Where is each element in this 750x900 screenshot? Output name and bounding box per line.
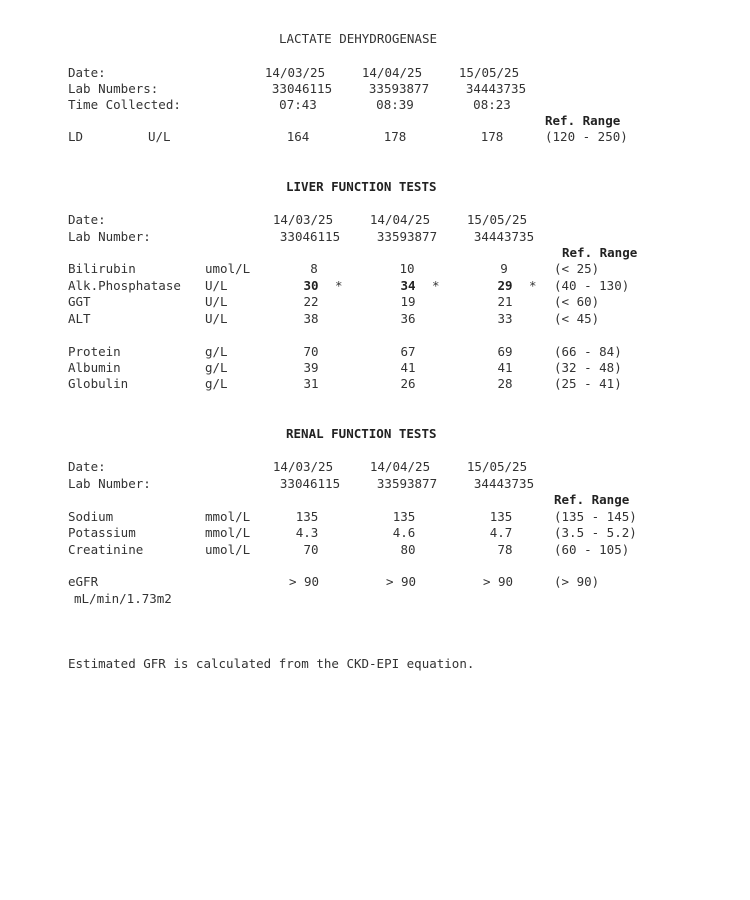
lft-row-value: 39	[303, 360, 319, 375]
ld-ref-header: Ref. Range	[545, 113, 621, 128]
rft-row-unit: umol/L	[205, 542, 251, 557]
rft-lab-3: 34443735	[473, 476, 535, 491]
lft-row-ref: (25 - 41)	[554, 376, 622, 391]
lft-row-value: 36	[400, 311, 416, 326]
lft-row-value: 10	[399, 261, 415, 276]
egfr-value: > 90	[288, 574, 320, 589]
ld-date-label: Date:	[68, 65, 106, 80]
ld-date-2: 14/04/25	[361, 65, 423, 80]
egfr-value: > 90	[385, 574, 417, 589]
lft-row-value: 33	[497, 311, 513, 326]
rft-lab-1: 33046115	[279, 476, 341, 491]
lft-row-value: 26	[400, 376, 416, 391]
lft-date-1: 14/03/25	[272, 212, 334, 227]
lft-row-ref: (< 45)	[554, 311, 600, 326]
ld-test-unit: U/L	[148, 129, 171, 144]
abnormal-flag: *	[432, 278, 440, 293]
lft-row-value-abnormal: 30	[303, 278, 319, 293]
ld-time-1: 07:43	[279, 97, 317, 112]
rft-ref-header: Ref. Range	[554, 492, 630, 507]
rft-row-name: Sodium	[68, 509, 114, 524]
lft-lab-1: 33046115	[279, 229, 341, 244]
lft-row-value: 69	[497, 344, 513, 359]
lft-row-value-abnormal: 29	[497, 278, 513, 293]
lft-row-value: 31	[303, 376, 319, 391]
ld-lab-1: 33046115	[271, 81, 333, 96]
ld-test-name: LD	[68, 129, 84, 144]
lft-row-name: Albumin	[68, 360, 121, 375]
lft-title: LIVER FUNCTION TESTS	[286, 179, 437, 194]
lft-row-value: 21	[497, 294, 513, 309]
egfr-unit: mL/min/1.73m2	[74, 591, 172, 606]
rft-row-unit: mmol/L	[205, 509, 251, 524]
egfr-name: eGFR	[68, 574, 99, 589]
lft-row-name: Globulin	[68, 376, 129, 391]
ld-lab-3: 34443735	[465, 81, 527, 96]
ld-lab-2: 33593877	[368, 81, 430, 96]
lft-lab-label: Lab Number:	[68, 229, 151, 244]
lft-row-value: 22	[303, 294, 319, 309]
rft-row-value: 70	[303, 542, 319, 557]
lft-row-unit: g/L	[205, 376, 228, 391]
rft-row-value: 135	[392, 509, 416, 524]
lft-row-unit: g/L	[205, 360, 228, 375]
rft-row-value: 135	[295, 509, 319, 524]
lft-date-3: 15/05/25	[466, 212, 528, 227]
lft-row-ref: (40 - 130)	[554, 278, 630, 293]
lft-row-name: GGT	[68, 294, 91, 309]
ld-date-3: 15/05/25	[458, 65, 520, 80]
abnormal-flag: *	[529, 278, 537, 293]
lft-row-unit: U/L	[205, 278, 228, 293]
rft-lab-label: Lab Number:	[68, 476, 151, 491]
rft-row-unit: mmol/L	[205, 525, 251, 540]
rft-date-3: 15/05/25	[466, 459, 528, 474]
ld-ref-range: (120 - 250)	[545, 129, 628, 144]
ld-value-1: 164	[286, 129, 310, 144]
ld-time-2: 08:39	[376, 97, 414, 112]
lft-row-value: 28	[497, 376, 513, 391]
lft-row-value: 41	[497, 360, 513, 375]
ld-value-2: 178	[383, 129, 407, 144]
lft-row-value: 38	[303, 311, 319, 326]
lft-date-2: 14/04/25	[369, 212, 431, 227]
footnote: Estimated GFR is calculated from the CKD-EPI equation.	[68, 656, 475, 671]
lft-row-unit: U/L	[205, 311, 228, 326]
rft-lab-2: 33593877	[376, 476, 438, 491]
ld-time-label: Time Collected:	[68, 97, 181, 112]
lft-row-name: Protein	[68, 344, 121, 359]
rft-title: RENAL FUNCTION TESTS	[286, 426, 437, 441]
rft-row-ref: (135 - 145)	[554, 509, 637, 524]
abnormal-flag: *	[335, 278, 343, 293]
lft-row-unit: U/L	[205, 294, 228, 309]
lft-row-name: Alk.Phosphatase	[68, 278, 181, 293]
lft-row-value-abnormal: 34	[400, 278, 416, 293]
lft-row-ref: (< 25)	[554, 261, 600, 276]
rft-date-label: Date:	[68, 459, 106, 474]
lft-row-value: 70	[303, 344, 319, 359]
lft-row-name: ALT	[68, 311, 91, 326]
egfr-ref: (> 90)	[554, 574, 600, 589]
lft-row-ref: (66 - 84)	[554, 344, 622, 359]
rft-row-name: Potassium	[68, 525, 136, 540]
rft-row-value: 4.6	[392, 525, 416, 540]
lft-date-label: Date:	[68, 212, 106, 227]
rft-date-2: 14/04/25	[369, 459, 431, 474]
ld-value-3: 178	[480, 129, 504, 144]
lft-row-name: Bilirubin	[68, 261, 136, 276]
rft-row-value: 4.7	[489, 525, 513, 540]
rft-row-value: 78	[497, 542, 513, 557]
lft-row-unit: g/L	[205, 344, 228, 359]
lft-lab-2: 33593877	[376, 229, 438, 244]
rft-row-value: 135	[489, 509, 513, 524]
rft-row-value: 80	[400, 542, 416, 557]
lft-row-value: 67	[400, 344, 416, 359]
lft-row-value: 9	[500, 261, 508, 276]
lft-ref-header: Ref. Range	[562, 245, 638, 260]
ld-time-3: 08:23	[473, 97, 511, 112]
lft-row-value: 8	[310, 261, 318, 276]
rft-row-ref: (3.5 - 5.2)	[554, 525, 637, 540]
egfr-value: > 90	[482, 574, 514, 589]
lft-lab-3: 34443735	[473, 229, 535, 244]
ld-lab-label: Lab Numbers:	[68, 81, 159, 96]
rft-row-value: 4.3	[295, 525, 319, 540]
lft-row-ref: (32 - 48)	[554, 360, 622, 375]
rft-date-1: 14/03/25	[272, 459, 334, 474]
lft-row-value: 41	[400, 360, 416, 375]
lft-row-value: 19	[400, 294, 416, 309]
lft-row-unit: umol/L	[205, 261, 251, 276]
lft-row-ref: (< 60)	[554, 294, 600, 309]
rft-row-ref: (60 - 105)	[554, 542, 630, 557]
rft-row-name: Creatinine	[68, 542, 144, 557]
ld-date-1: 14/03/25	[264, 65, 326, 80]
ld-title: LACTATE DEHYDROGENASE	[279, 31, 438, 46]
